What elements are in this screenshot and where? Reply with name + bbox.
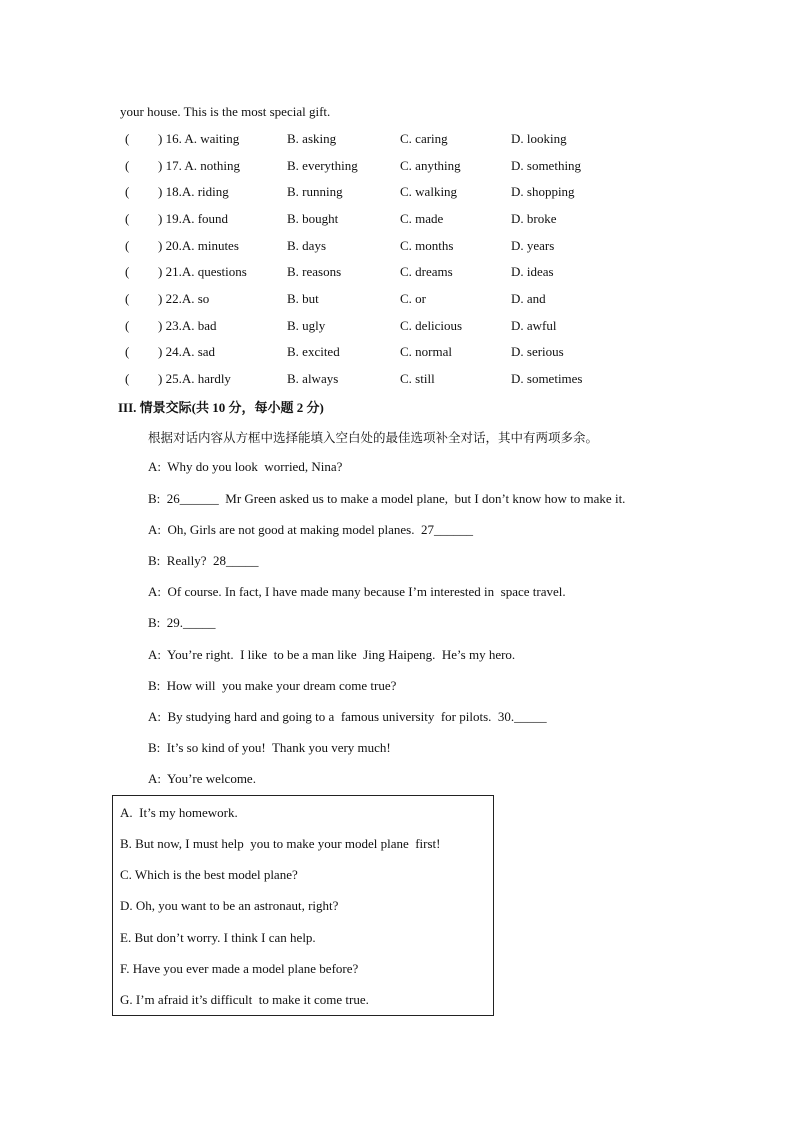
box-option: G. I’m afraid it’s difficult to make it come true. (120, 992, 369, 1007)
option-d: D. ideas (511, 264, 554, 279)
option-d: D. sometimes (511, 371, 583, 386)
option-d: D. looking (511, 131, 567, 146)
option-b: B. but (287, 291, 319, 306)
option-a: ) 16. A. waiting (158, 131, 240, 146)
option-b: B. days (287, 238, 326, 253)
option-a: ) 21.A. questions (158, 264, 247, 279)
option-c: C. or (400, 291, 426, 306)
option-a: ) 19.A. found (158, 211, 229, 226)
option-c: C. caring (400, 131, 448, 146)
dialogue-line: A: By studying hard and going to a famous university for pilots. 30._____ (148, 709, 547, 724)
option-d: D. something (511, 158, 582, 173)
option-b: B. reasons (287, 264, 342, 279)
dialogue-line: A: Why do you look worried, Nina? (148, 459, 343, 474)
option-d: D. awful (511, 318, 557, 333)
box-option: E. But don’t worry. I think I can help. (120, 930, 316, 945)
mc-row (120, 211, 720, 231)
option-d: D. serious (511, 344, 564, 359)
option-b: B. asking (287, 131, 337, 146)
option-d: D. broke (511, 211, 557, 226)
option-c: C. walking (400, 184, 458, 199)
dialogue-line: B: How will you make your dream come true? (148, 678, 397, 693)
option-c: C. months (400, 238, 454, 253)
mc-row (120, 291, 720, 311)
option-c: C. made (400, 211, 444, 226)
option-b: B. everything (287, 158, 358, 173)
option-d: D. shopping (511, 184, 575, 199)
instruction-text: 根据对话内容从方框中选择能填入空白处的最佳选项补全对话，其中有两项多余。 (148, 430, 599, 445)
option-a: ) 22.A. so (158, 291, 210, 306)
section-heading: III. 情景交际(共 10 分，每小题 2 分) (118, 400, 324, 415)
dialogue-line: B: 29._____ (148, 615, 216, 630)
option-d: D. and (511, 291, 546, 306)
box-option: A. It’s my homework. (120, 805, 238, 820)
dialogue-line: B: It’s so kind of you! Thank you very much! (148, 740, 391, 755)
answer-paren: ( (125, 184, 130, 199)
option-d: D. years (511, 238, 555, 253)
option-c: C. normal (400, 344, 452, 359)
mc-row (120, 264, 720, 284)
option-a: ) 25.A. hardly (158, 371, 231, 386)
intro-line: your house. This is the most special gift. (120, 104, 331, 119)
mc-row (120, 371, 720, 391)
option-b: B. ugly (287, 318, 326, 333)
mc-row (120, 184, 720, 204)
option-a: ) 24.A. sad (158, 344, 216, 359)
answer-paren: ( (125, 291, 130, 306)
dialogue-line: A: You’re welcome. (148, 771, 256, 786)
answer-paren: ( (125, 344, 130, 359)
option-b: B. bought (287, 211, 339, 226)
mc-row (120, 238, 720, 258)
mc-row (120, 158, 720, 178)
options-box (112, 795, 494, 1016)
mc-row (120, 131, 720, 151)
answer-paren: ( (125, 238, 130, 253)
answer-paren: ( (125, 371, 130, 386)
option-b: B. excited (287, 344, 340, 359)
option-a: ) 23.A. bad (158, 318, 217, 333)
option-a: ) 18.A. riding (158, 184, 229, 199)
option-a: ) 17. A. nothing (158, 158, 240, 173)
dialogue-line: B: Really? 28_____ (148, 553, 259, 568)
mc-row (120, 318, 720, 338)
box-option: C. Which is the best model plane? (120, 867, 298, 882)
box-option: B. But now, I must help you to make your model plane first! (120, 836, 441, 851)
mc-row (120, 344, 720, 364)
answer-paren: ( (125, 131, 130, 146)
option-c: C. delicious (400, 318, 463, 333)
answer-paren: ( (125, 211, 130, 226)
dialogue-line: A: Oh, Girls are not good at making model planes. 27______ (148, 522, 473, 537)
option-c: C. dreams (400, 264, 453, 279)
option-c: C. anything (400, 158, 461, 173)
option-c: C. still (400, 371, 435, 386)
box-option: D. Oh, you want to be an astronaut, right? (120, 898, 339, 913)
option-a: ) 20.A. minutes (158, 238, 239, 253)
dialogue-line: A: Of course. In fact, I have made many because I’m interested in space travel. (148, 584, 566, 599)
dialogue-line: B: 26______ Mr Green asked us to make a model plane, but I don’t know how to make it. (148, 491, 626, 506)
answer-paren: ( (125, 158, 130, 173)
option-b: B. running (287, 184, 343, 199)
box-option: F. Have you ever made a model plane before? (120, 961, 359, 976)
answer-paren: ( (125, 318, 130, 333)
option-b: B. always (287, 371, 339, 386)
dialogue-line: A: You’re right. I like to be a man like Jing Haipeng. He’s my hero. (148, 647, 516, 662)
answer-paren: ( (125, 264, 130, 279)
